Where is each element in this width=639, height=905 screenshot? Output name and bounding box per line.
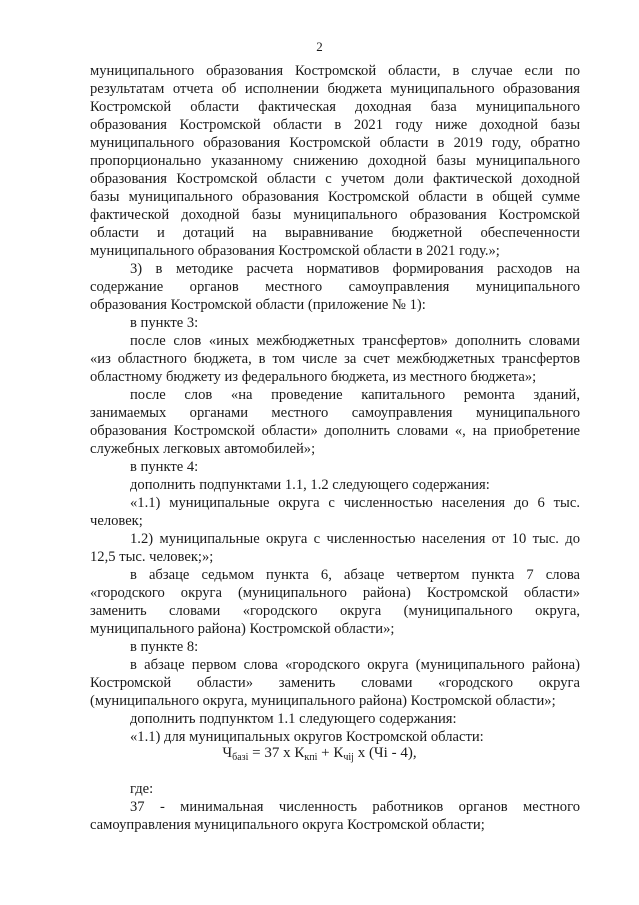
text-line: самоуправления муниципального округа Костромской области;: [90, 817, 485, 833]
text-line: 12,5 тыс. человек;»;: [90, 549, 214, 565]
text-line: «из областного бюджета, в том числе за счет межбюджетных трансфертов: [90, 351, 580, 367]
text-line: «городского округа (муниципального района) Костромской области»: [90, 585, 580, 601]
text-line: после слов «на проведение капитального ремонта зданий,: [130, 387, 580, 403]
text-line: муниципального образования Костромской области в 2019 году, обратно: [90, 135, 580, 151]
text-line: муниципального образования Костромской области в 2021 году.»;: [90, 243, 500, 259]
text-line: человек;: [90, 513, 143, 529]
text-line: образования Костромской области с учетом доли фактической доходной: [90, 171, 580, 187]
text-line: где:: [130, 781, 154, 797]
text-line: образования Костромской области» дополнить словами «, на приобретение: [90, 423, 580, 439]
text-line: в пункте 3:: [130, 315, 199, 331]
text-line: базы муниципального образования Костромской области в общей сумме: [90, 189, 580, 205]
text-line: пропорционально указанному снижению доходной базы муниципального: [90, 153, 580, 169]
text-line: в пункте 8:: [130, 639, 199, 655]
text-line: (муниципального округа, муниципального района) Костромской области»;: [90, 693, 556, 709]
formula-k2-subscript: чij: [343, 752, 354, 763]
page-number: 2: [316, 39, 323, 54]
text-line: в абзаце седьмом пункта 6, абзаце четвертом пункта 7 слова: [130, 567, 580, 583]
text-line: Костромской области» заменить словами «городского округа: [90, 675, 580, 691]
text-line: «1.1) для муниципальных округов Костромской области:: [130, 729, 484, 745]
text-line: дополнить подпунктами 1.1, 1.2 следующего содержания:: [130, 477, 490, 493]
text-line: заменить словами «городского округа (муниципального округа,: [90, 603, 580, 619]
text-line: 1.2) муниципальные округа с численностью населения от 10 тыс. до: [130, 531, 580, 547]
text-line: в абзаце первом слова «городского округа (муниципального района): [130, 657, 580, 673]
text-line: в пункте 4:: [130, 459, 199, 475]
formula-middle: = 37 х К: [248, 745, 305, 761]
text-line: муниципального района) Костромской области»;: [90, 621, 395, 637]
text-line: занимаемых органами местного самоуправления муниципального: [90, 405, 580, 421]
text-line: областному бюджету из федерального бюджета, из местного бюджета»;: [90, 369, 537, 385]
text-line: после слов «иных межбюджетных трансфертов» дополнить словами: [130, 333, 580, 349]
text-line: 37 - минимальная численность работников органов местного: [130, 799, 580, 815]
text-line: 3) в методике расчета нормативов формирования расходов на: [130, 261, 580, 277]
text-line: области и дотаций на выравнивание бюджетной обеспеченности: [90, 225, 580, 241]
text-line: результатам отчета об исполнении бюджета муниципального образования: [90, 81, 580, 97]
text-line: дополнить подпунктом 1.1 следующего содержания:: [130, 711, 457, 727]
text-line: муниципального образования Костромской области, в случае если по: [90, 63, 580, 79]
formula-lhs-subscript: базi: [232, 752, 249, 763]
formula: [0, 744, 639, 767]
text-line: образования Костромской области (приложение № 1):: [90, 297, 426, 313]
formula-plus: + К: [317, 745, 344, 761]
text-line: содержание органов местного самоуправления муниципального: [90, 279, 580, 295]
formula-k1-subscript: кпi: [304, 752, 318, 763]
text-line: «1.1) муниципальные округа с численностью населения до 6 тыс.: [130, 495, 580, 511]
text-line: Костромской области фактическая доходная база муниципального: [90, 99, 580, 115]
formula-lhs: Ч: [222, 745, 233, 761]
formula-tail: х (Чi - 4),: [353, 745, 417, 761]
text-line: фактической доходной базы муниципального образования Костромской: [90, 207, 580, 223]
text-line: служебных легковых автомобилей»;: [90, 441, 316, 457]
text-line: образования Костромской области в 2021 году ниже доходной базы: [90, 117, 580, 133]
